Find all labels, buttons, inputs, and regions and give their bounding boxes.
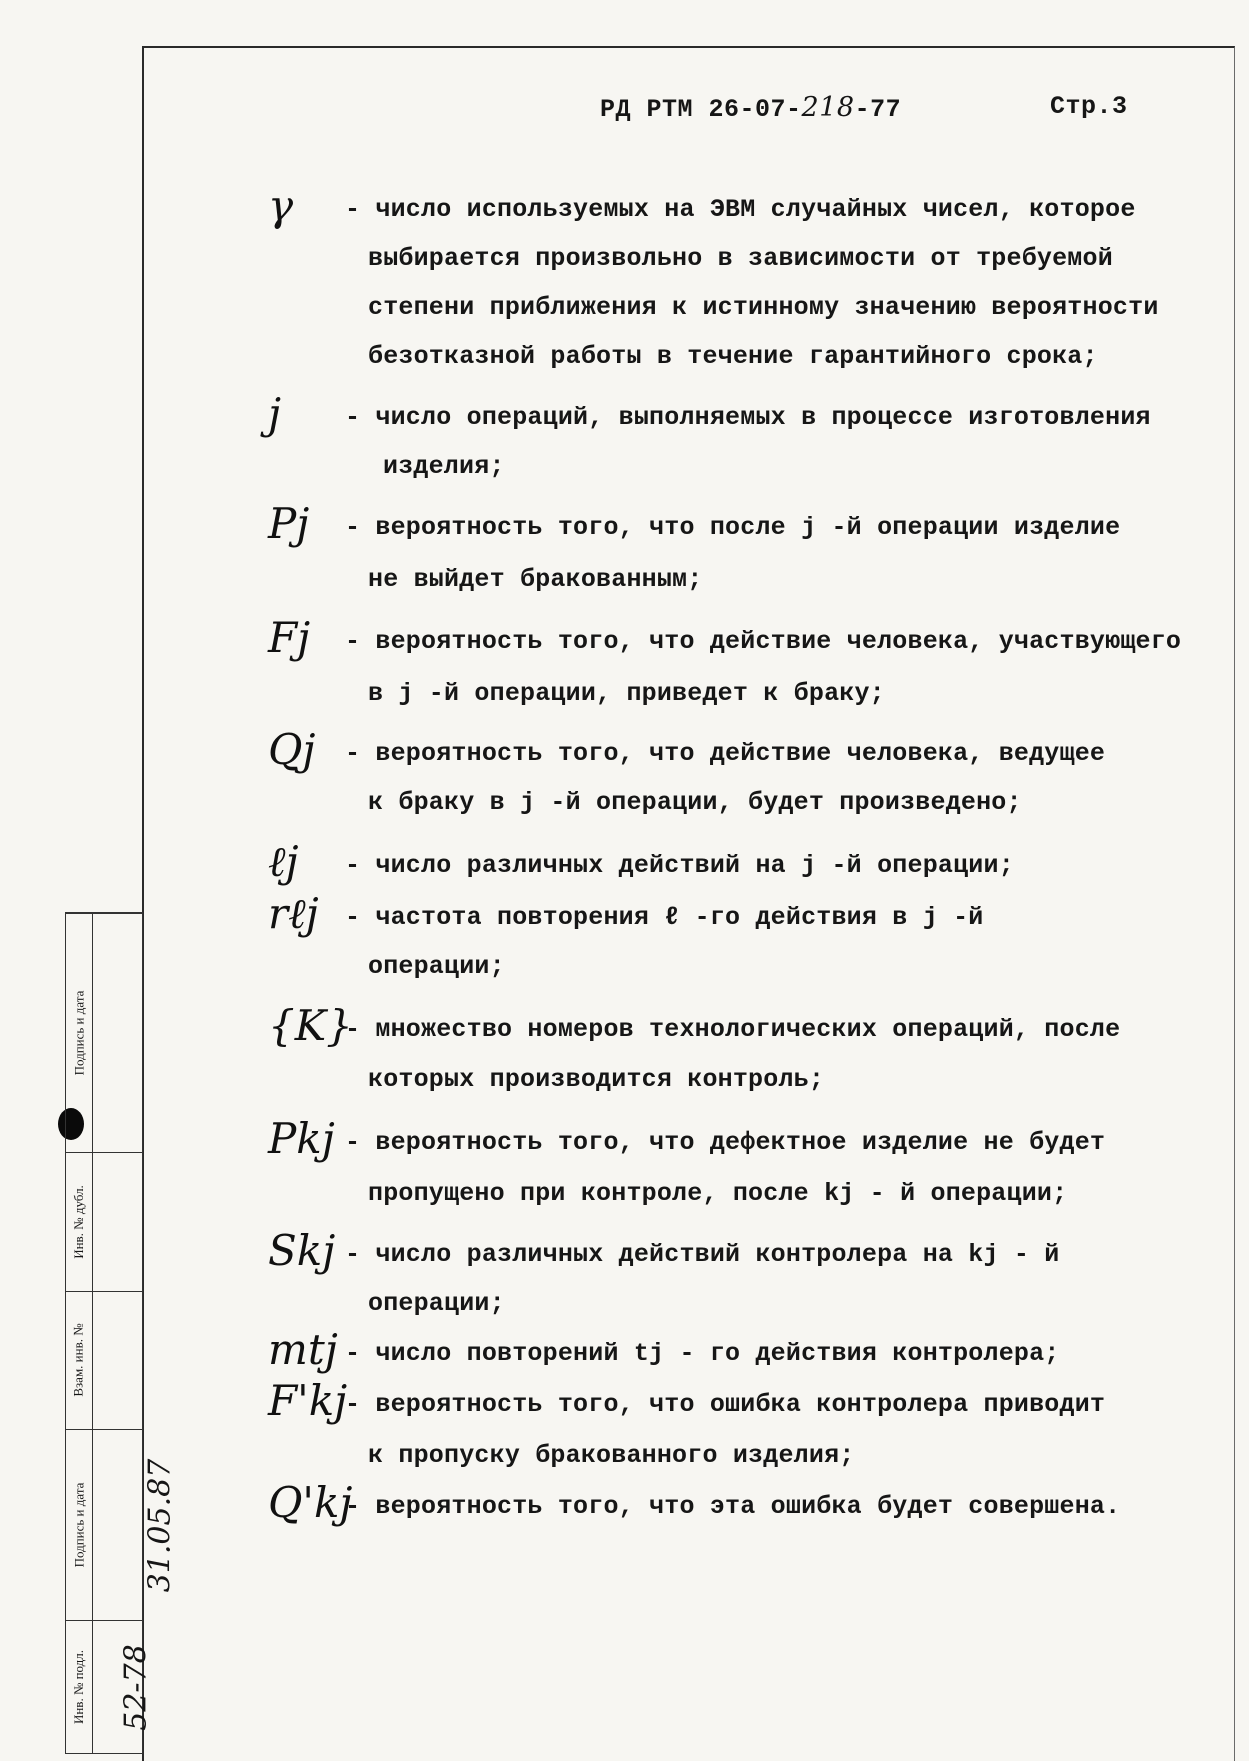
stamp-cell-signature-date: [66, 1429, 178, 1620]
stamp-cell-inv-original: [66, 1620, 154, 1753]
stamp-cell-replacement-inv: [66, 1291, 142, 1430]
definition-text: в j -й операции, приведет к браку;: [368, 679, 885, 708]
stamp-label: Подпись и дата: [71, 1482, 87, 1568]
definition-symbol: rℓj: [268, 889, 319, 938]
definition-symbol: {K}: [268, 1001, 353, 1050]
definition-text: - множество номеров технологических операций, после: [345, 1015, 1121, 1044]
definition-text: - вероятность того, что дефектное изделие не будет: [345, 1128, 1106, 1157]
definition-text: операции;: [368, 952, 505, 981]
stamp-label: Инв. № подл.: [71, 1650, 87, 1725]
definition-symbol: mtj: [268, 1325, 338, 1374]
definition-text: - вероятность того, что после j -й операции изделие: [345, 513, 1121, 542]
stamp-label: Инв. № дубл.: [71, 1184, 87, 1259]
margin-stamp: [65, 912, 178, 1754]
stamp-value: 52-78: [118, 1643, 154, 1731]
definition-text: - число используемых на ЭВМ случайных чисел, которое: [345, 195, 1136, 224]
definition-text: которых производится контроль;: [368, 1065, 825, 1094]
stamp-value: 31.05.87: [142, 1458, 178, 1593]
stamp-cell-signature-date-2: [66, 913, 142, 1152]
definition-text: - число операций, выполняемых в процессе изготовления: [345, 403, 1151, 432]
definition-text: - вероятность того, что ошибка контролера приводит: [345, 1390, 1106, 1419]
definition-symbol: Skj: [268, 1226, 336, 1275]
definition-text: операции;: [368, 1289, 505, 1318]
definition-symbol: γ: [268, 181, 294, 230]
definition-symbol: Pj: [268, 499, 310, 548]
definition-text: выбирается произвольно в зависимости от требуемой: [368, 244, 1113, 273]
definition-text: - число различных действий на j -й операции;: [345, 851, 1014, 880]
definition-text: безотказной работы в течение гарантийного срока;: [368, 342, 1098, 371]
definition-text: не выйдет бракованным;: [368, 565, 703, 594]
definition-symbol: F'kj: [268, 1376, 348, 1425]
definition-symbol: Fj: [268, 613, 311, 662]
doc-code-suffix: -77: [854, 95, 902, 124]
definition-text: - вероятность того, что действие человека, ведущее: [345, 739, 1106, 768]
definition-symbol: j: [268, 389, 282, 438]
definition-symbol: Qj: [268, 725, 316, 774]
doc-code-number: 218: [801, 92, 855, 123]
definition-text: к пропуску бракованного изделия;: [368, 1441, 855, 1470]
stamp-cell-inv-duplicate: [66, 1152, 142, 1291]
definition-text: - вероятность того, что действие человека, участвующего: [345, 627, 1182, 656]
page-number: Стр.3: [1050, 92, 1128, 121]
stamp-label: Взам. инв. №: [71, 1323, 87, 1398]
definition-text: к браку в j -й операции, будет произведено;: [368, 788, 1022, 817]
definition-text: степени приближения к истинному значению вероятности: [368, 293, 1159, 322]
definition-text: - вероятность того, что эта ошибка будет совершена.: [345, 1492, 1121, 1521]
definition-text: - число повторений tj - го действия контролера;: [345, 1339, 1060, 1368]
page-header: [600, 92, 1128, 124]
doc-code-prefix: РД РТМ 26-07-: [600, 95, 802, 124]
definition-text: пропущено при контроле, после kj - й операции;: [368, 1179, 1068, 1208]
definition-symbol: ℓj: [268, 837, 299, 886]
definition-text: - частота повторения ℓ -го действия в j -й: [345, 903, 984, 932]
definition-text: изделия;: [383, 452, 505, 481]
definition-symbol: Q'kj: [268, 1478, 353, 1527]
definition-text: - число различных действий контролера на kj - й: [345, 1240, 1060, 1269]
definition-symbol: Pkj: [268, 1114, 335, 1163]
stamp-label: Подпись и дата: [71, 990, 87, 1076]
